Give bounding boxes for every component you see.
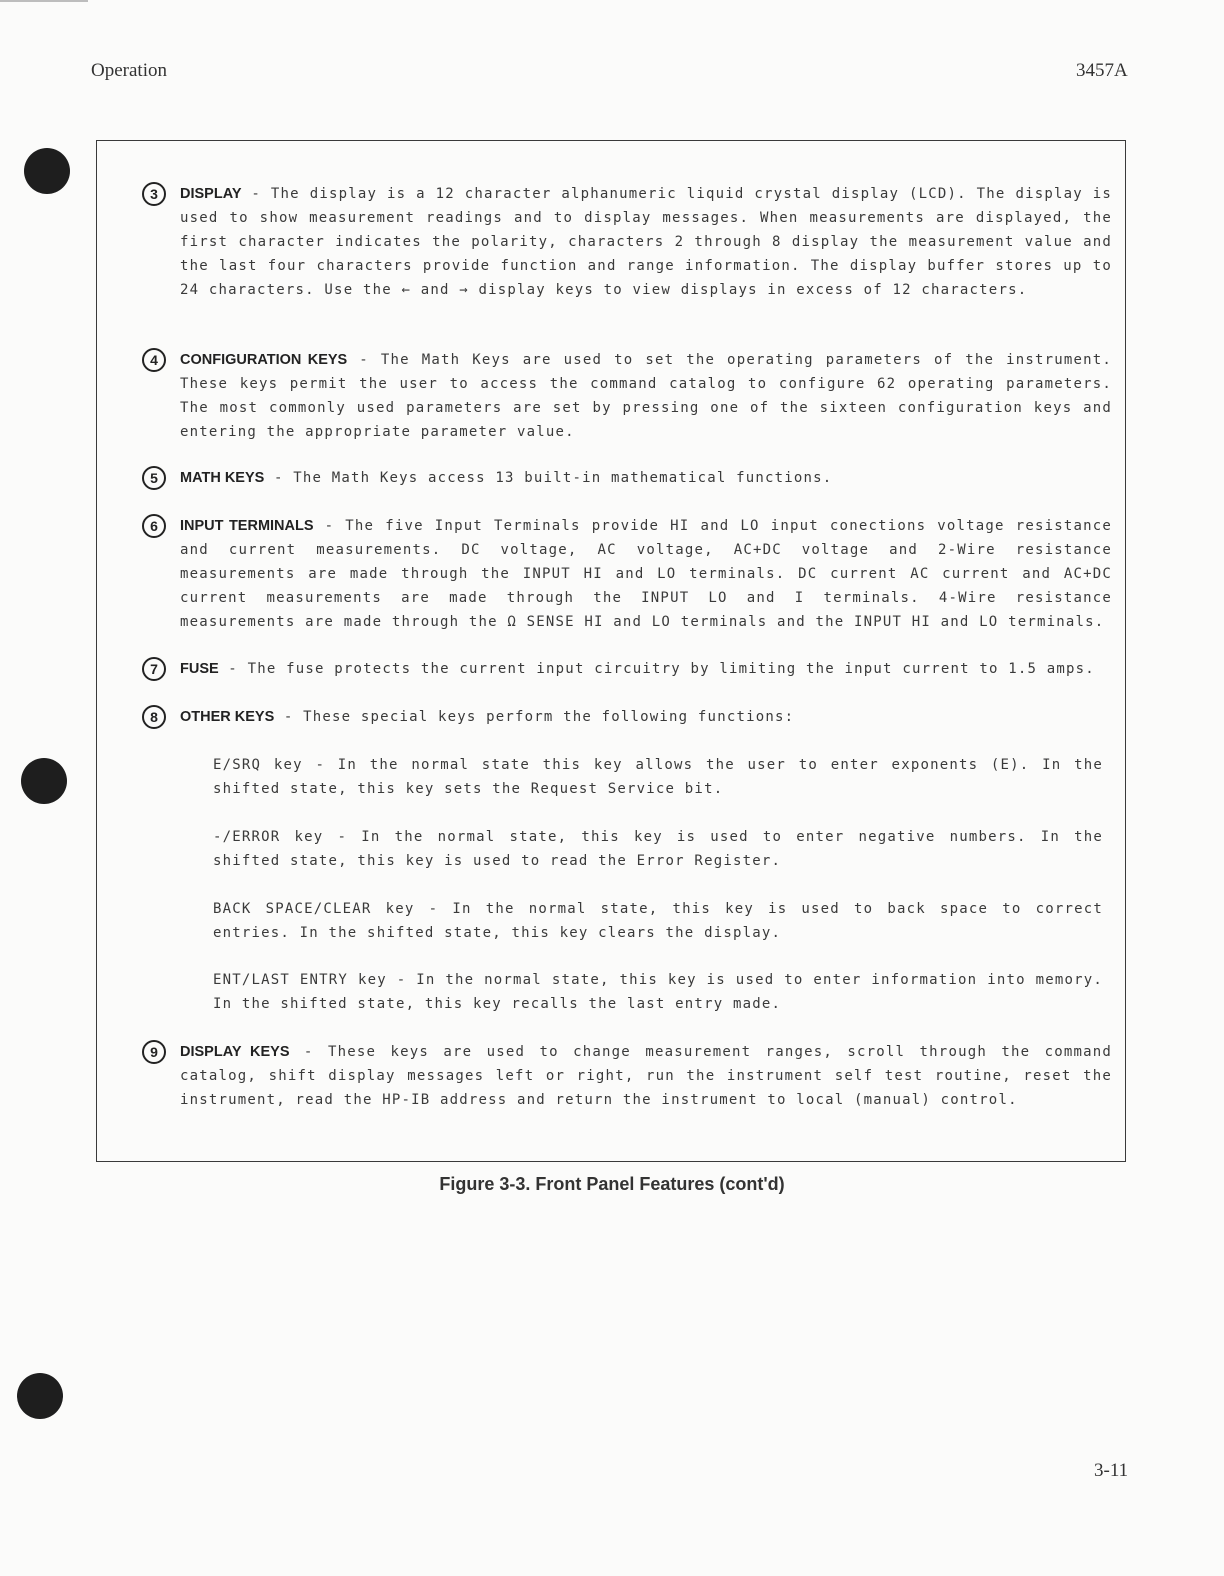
callout-text <box>180 182 1112 302</box>
callout-text <box>180 466 1112 490</box>
callout-description: The fuse protects the current input circuitry by limiting the input current to 1.5 amps. <box>247 661 1095 677</box>
punch-hole <box>24 148 70 194</box>
callout-other-keys <box>142 705 1112 729</box>
callout-label: DISPLAY KEYS <box>180 1044 290 1060</box>
other-key-description: In the normal state, this key is used to enter negative numbers. In the shifted state, this key is used to read the Error Register. <box>213 829 1104 869</box>
figure-caption: Figure 3-3. Front Panel Features (cont'd) <box>439 1174 785 1194</box>
callout-description: These keys are used to change measurement ranges, scroll through the command catalog, shift display messages left or right, run the instrument self test routine, reset the instrument, read the HP-IB address and return the instrument to local (manual) control. <box>180 1044 1113 1108</box>
other-key-entry <box>213 968 1103 1016</box>
running-header-section: Operation <box>91 60 167 81</box>
other-key-description: In the normal state this key allows the user to enter exponents (E). In the shifted state, this key sets the Request Service bit. <box>213 757 1103 797</box>
punch-hole <box>21 758 67 804</box>
page-number: 3-11 <box>1094 1460 1129 1481</box>
callout-description: These special keys perform the following functions: <box>303 709 795 725</box>
callout-separator: - <box>289 1044 328 1060</box>
callout-label: DISPLAY <box>180 186 242 202</box>
other-key-description: In the normal state, this key is used to enter information into memory. In the shifted state, this key recalls the last entry made. <box>213 972 1103 1012</box>
other-key-entry <box>213 753 1103 801</box>
callout-description: The Math Keys access 13 built-in mathematical functions. <box>293 470 833 486</box>
callout-label: OTHER KEYS <box>180 709 275 725</box>
callout-separator: - <box>274 709 304 725</box>
callout-number: 6 <box>142 514 166 538</box>
callout-text <box>180 348 1112 444</box>
callout-text <box>180 657 1112 681</box>
top-edge-line <box>0 0 88 2</box>
callout-label: FUSE <box>180 661 219 677</box>
callout-display <box>142 182 1112 302</box>
punch-hole <box>17 1373 63 1419</box>
callout-separator: - <box>264 470 294 486</box>
callout-text <box>180 705 1112 729</box>
callout-text <box>180 514 1112 634</box>
callout-label: INPUT TERMINALS <box>180 518 314 534</box>
callout-number: 7 <box>142 657 166 681</box>
other-key-separator: - <box>302 757 338 773</box>
other-key-name: E/SRQ key <box>213 757 303 773</box>
callout-configuration-keys <box>142 348 1112 444</box>
callout-number: 4 <box>142 348 166 372</box>
other-key-name: -/ERROR key <box>213 829 324 845</box>
running-header-model: 3457A <box>1076 60 1128 81</box>
other-key-description: In the normal state, this key is used to back space to correct entries. In the shifted state, this key clears the display. <box>213 901 1104 941</box>
callout-description: The five Input Terminals provide HI and LO input conections voltage resistance and current measurements. DC voltage, AC voltage, AC+DC voltage and 2-Wire resistance measurements are made through the INPUT HI and LO terminals. DC current AC current and AC+DC current measurements are made through the INPUT LO and I terminals. 4-Wire resistance measurements are made through the Ω SENSE HI and LO terminals and the INPUT HI and LO terminals. <box>180 518 1113 630</box>
other-key-name: ENT/LAST ENTRY key <box>213 972 387 988</box>
other-key-separator: - <box>414 901 453 917</box>
callout-number: 9 <box>142 1040 166 1064</box>
callout-display-keys <box>142 1040 1112 1112</box>
other-key-entry <box>213 825 1103 873</box>
callout-separator: - <box>241 186 271 202</box>
callout-number: 8 <box>142 705 166 729</box>
callout-description: The Math Keys are used to set the operating parameters of the instrument. These keys permit the user to access the command catalog to configure 62 operating parameters. The most commonly used parameters are set by pressing one of the sixteen configuration keys and entering the appropriate parameter value. <box>180 352 1113 440</box>
callout-fuse <box>142 657 1112 681</box>
other-key-separator: - <box>323 829 362 845</box>
other-key-separator: - <box>386 972 417 988</box>
callout-description: The display is a 12 character alphanumeric liquid crystal display (LCD). The display is used to show measurement readings and to display messages. When measurements are displayed, the first character indicates the polarity, characters 2 through 8 display the measurement value and the last four characters provide function and range information. The display buffer stores up to 24 characters. Use the ← and → display keys to view displays in excess of 12 characters. <box>180 186 1112 298</box>
callout-label: CONFIGURATION KEYS <box>180 352 348 368</box>
callout-text <box>180 1040 1112 1112</box>
callout-input-terminals <box>142 514 1112 634</box>
callout-separator: - <box>313 518 346 534</box>
callout-number: 3 <box>142 182 166 206</box>
callout-number: 5 <box>142 466 166 490</box>
other-key-name: BACK SPACE/CLEAR key <box>213 901 415 917</box>
other-key-entry <box>213 897 1103 945</box>
callout-label: MATH KEYS <box>180 470 265 486</box>
callout-separator: - <box>218 661 248 677</box>
callout-math-keys <box>142 466 1112 490</box>
callout-separator: - <box>347 352 381 368</box>
